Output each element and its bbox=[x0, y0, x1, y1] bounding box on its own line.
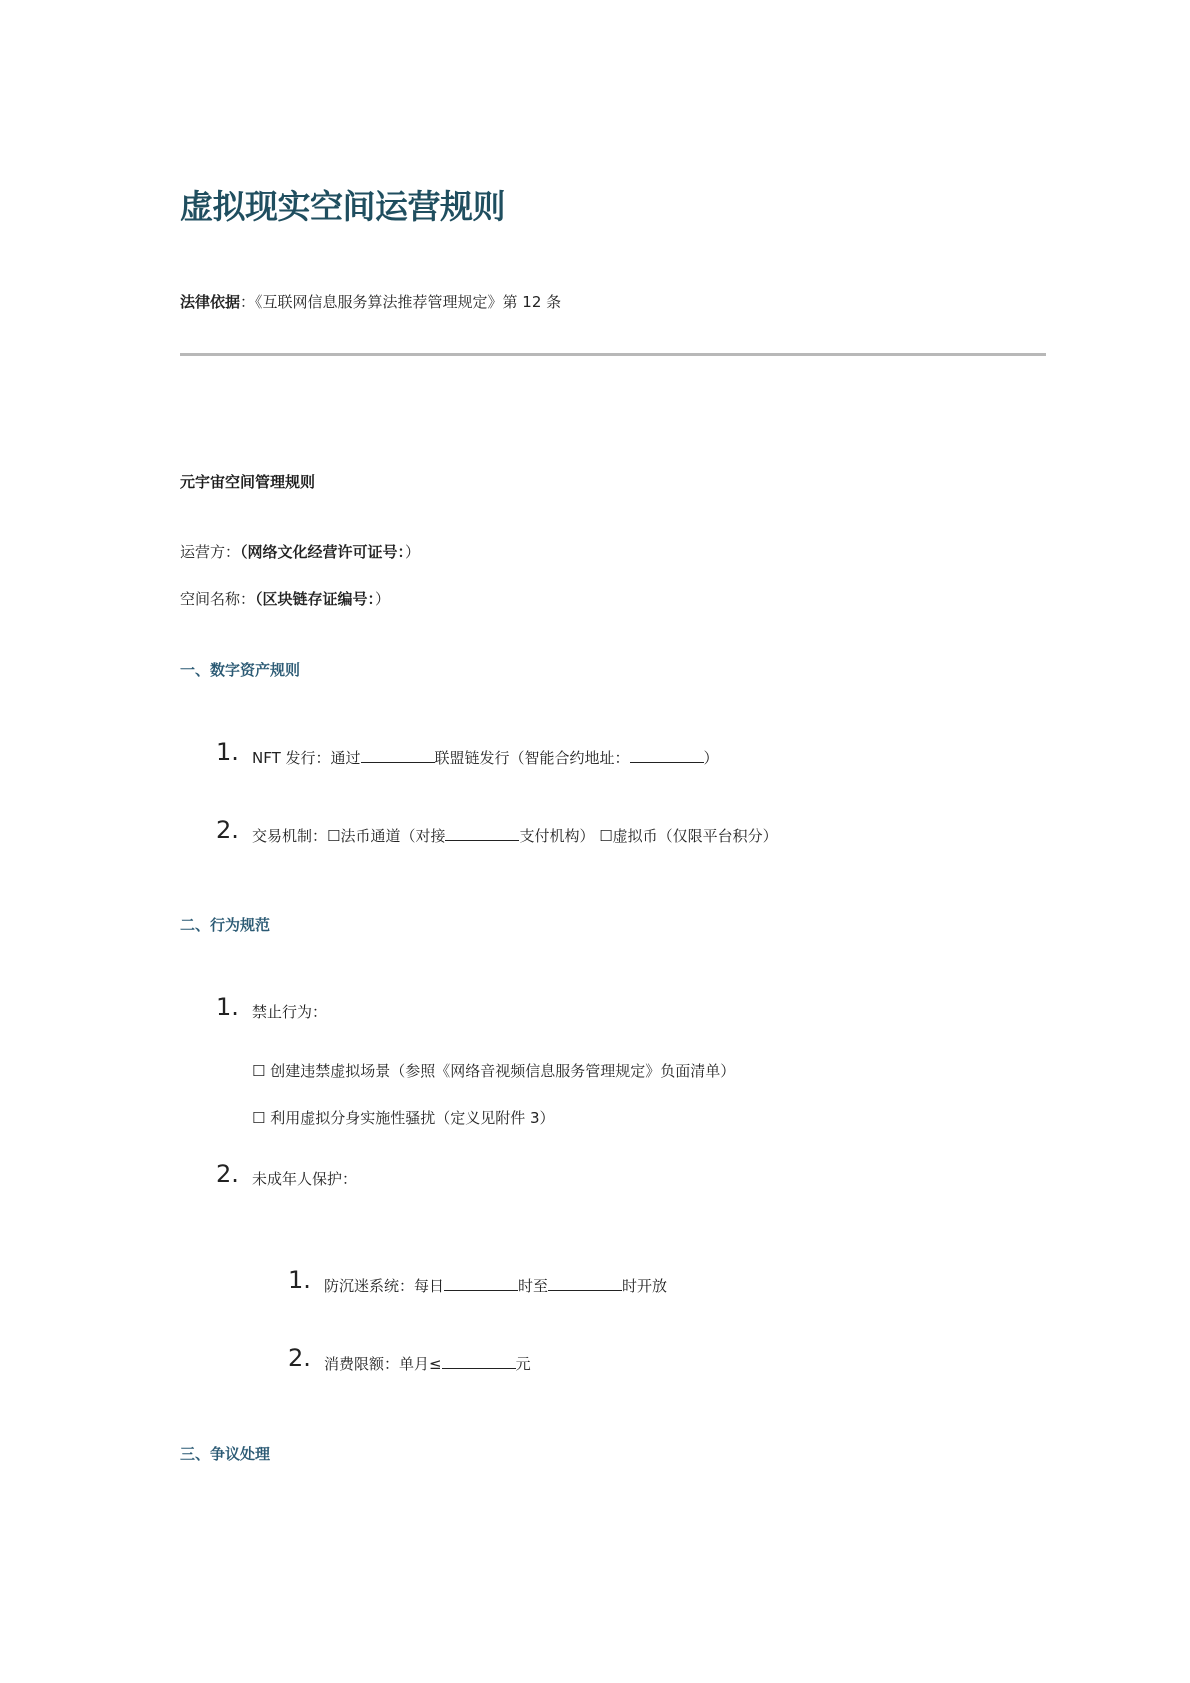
list-item-text: NFT 发行：通过 bbox=[252, 748, 361, 767]
section-heading-digital-assets: 一、数字资产规则 bbox=[180, 661, 301, 679]
fill-in-blank[interactable] bbox=[442, 1352, 516, 1369]
list-item-nft-issuance bbox=[252, 746, 719, 768]
document-title: 虚拟现实空间运营规则 bbox=[180, 187, 505, 226]
legal-basis bbox=[180, 291, 561, 312]
sub-list-number: 1. bbox=[288, 1266, 311, 1294]
space-name-hint-close: ） bbox=[375, 590, 391, 608]
document-subtitle: 元宇宙空间管理规则 bbox=[180, 473, 316, 491]
space-name-hint-open: （ bbox=[255, 590, 263, 608]
sub-list-number: 2. bbox=[288, 1344, 311, 1372]
checkbox-item-harassment[interactable]: ☐ 利用虚拟分身实施性骚扰（定义见附件 3） bbox=[252, 1109, 555, 1127]
list-number: 2. bbox=[216, 1160, 239, 1188]
sub-list-item-spending-limit bbox=[324, 1352, 531, 1374]
operator-field bbox=[180, 541, 420, 562]
list-item-text: 消费限额：单月≤ bbox=[324, 1354, 442, 1373]
list-item-trading-mechanism bbox=[252, 824, 778, 846]
legal-basis-label: 法律依据 bbox=[180, 293, 241, 311]
list-item-text: 时开放 bbox=[622, 1276, 668, 1295]
operator-label: 运营方： bbox=[180, 543, 241, 561]
checkbox-item-prohibited-scenes[interactable]: ☐ 创建违禁虚拟场景（参照《网络音视频信息服务管理规定》负面清单） bbox=[252, 1062, 736, 1080]
operator-hint-open: （ bbox=[240, 543, 248, 561]
space-name-field bbox=[180, 588, 390, 609]
sub-list-item-anti-addiction bbox=[324, 1274, 667, 1296]
section-heading-conduct-rules: 二、行为规范 bbox=[180, 916, 271, 934]
list-number: 1. bbox=[216, 738, 239, 766]
fill-in-blank[interactable] bbox=[548, 1274, 622, 1291]
list-item-text: 联盟链发行（智能合约地址： bbox=[434, 748, 630, 767]
fill-in-blank[interactable] bbox=[361, 746, 435, 763]
legal-basis-separator: ： bbox=[240, 293, 256, 311]
fill-in-blank[interactable] bbox=[630, 746, 704, 763]
horizontal-divider bbox=[180, 353, 1046, 356]
operator-hint-close: ） bbox=[405, 543, 421, 561]
list-item-text: 元 bbox=[515, 1354, 531, 1373]
list-item-text: 交易机制：☐法币通道（对接 bbox=[252, 826, 446, 845]
fill-in-blank[interactable] bbox=[444, 1274, 518, 1291]
fill-in-blank[interactable] bbox=[445, 824, 519, 841]
list-item-text: ） bbox=[703, 748, 719, 767]
section-heading-dispute-resolution: 三、争议处理 bbox=[180, 1445, 271, 1463]
space-name-blockchain-hint: 区块链存证编号： bbox=[262, 590, 376, 608]
list-item-minor-protection: 未成年人保护： bbox=[252, 1170, 358, 1188]
legal-basis-text: 《互联网信息服务算法推荐管理规定》第 12 条 bbox=[255, 293, 562, 311]
list-item-text: 防沉迷系统：每日 bbox=[324, 1276, 445, 1295]
list-item-prohibited-acts: 禁止行为： bbox=[252, 1003, 328, 1021]
operator-license-hint: 网络文化经营许可证号： bbox=[247, 543, 406, 561]
list-item-text: 支付机构） ☐虚拟币（仅限平台积分） bbox=[519, 826, 778, 845]
list-number: 1. bbox=[216, 993, 239, 1021]
list-item-text: 时至 bbox=[518, 1276, 549, 1295]
list-number: 2. bbox=[216, 816, 239, 844]
space-name-label: 空间名称： bbox=[180, 590, 256, 608]
